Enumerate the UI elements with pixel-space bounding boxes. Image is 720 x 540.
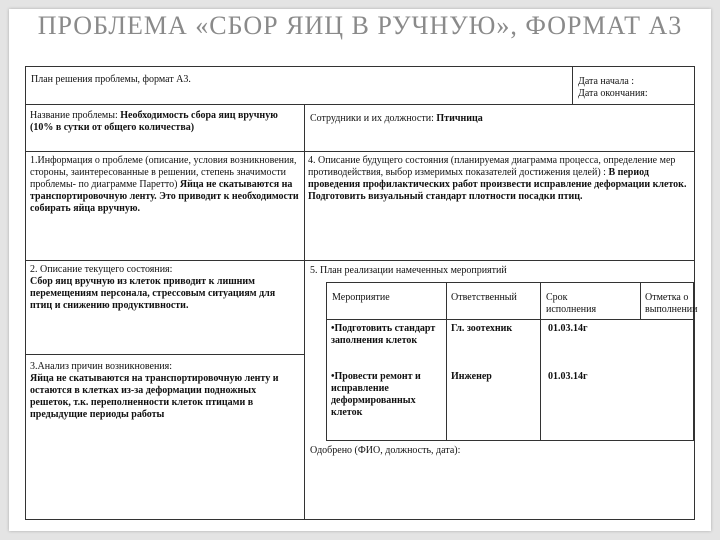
a3-sheet [25, 66, 698, 520]
divider [26, 260, 694, 261]
divider [540, 283, 541, 440]
section-3 [30, 361, 298, 421]
divider [26, 354, 304, 355]
section-1 [30, 155, 302, 215]
row-1-action: •Подготовить стандарт заполнения клеток [331, 323, 436, 346]
col-header-responsible: Ответственный [451, 292, 517, 303]
divider [572, 67, 573, 104]
row-1-deadline: 01.03.14г [548, 323, 588, 334]
section-5-title: 5. План реализации намеченных мероприятий [310, 265, 507, 276]
staff-label: Сотрудники и их должности: [310, 113, 437, 124]
section-4 [308, 155, 692, 203]
divider [327, 319, 693, 320]
problem-name [30, 110, 300, 134]
section-3-bold: Яйца не скатываются на транспортировочную ленту и остаются в клетках из-за деформации подножных решеток, т.к. переполненности клеток птицами в предыдущие периоды работы [30, 373, 279, 420]
approved-label: Одобрено (ФИО, должность, дата): [310, 445, 461, 456]
section-1-bold: Яйца не скатываются на транспортировочную ленту. Это приводит к необходимости собирать яйца вручную. [30, 179, 299, 214]
plan-title: План решения проблемы, формат А3. [31, 74, 191, 85]
divider [446, 283, 447, 440]
section-2-text: 2. Описание текущего состояния: [30, 264, 173, 275]
section-2 [30, 264, 298, 312]
section-3-text: 3.Анализ причин возникновения: [30, 361, 173, 372]
divider [26, 104, 694, 105]
section-4-text: 4. Описание будущего состояния (планируемая диаграмма процесса, определение мер противодействия, выбор измеримых показателей достижения целей) : [308, 155, 676, 178]
plan-table [326, 282, 698, 441]
page-title: ПРОБЛЕМА «СБОР ЯИЦ В РУЧНУЮ», ФОРМАТ А3 [37, 11, 683, 40]
section-2-bold: Сбор яиц вручную из клеток приводит к лишним перемещениям персонала, стрессовым ситуациям для птиц и снижению продуктивности. [30, 276, 276, 311]
col-header-mark: Отметка о выполнении [645, 292, 698, 315]
staff-value: Птичница [436, 113, 483, 124]
problem-label: Название проблемы: [30, 110, 121, 121]
section-1-text: 1.Информация о проблеме (описание, условия возникновения, стороны, заинтересованные в решении, степень значимости проблемы- по диаграмме Паретто) [30, 155, 297, 190]
row-2-deadline: 01.03.14г [548, 371, 588, 382]
divider [26, 151, 694, 152]
col-header-action: Мероприятие [332, 292, 390, 303]
row-2-responsible: Инженер [451, 371, 492, 382]
problem-value: Необходимость сбора яиц вручную (10% в сутки от общего количества) [30, 110, 278, 133]
dates-label: Дата начала : Дата окончания: [578, 76, 648, 99]
staff [310, 113, 690, 125]
divider [640, 283, 641, 319]
row-2-action: •Провести ремонт и исправление деформированных клеток [331, 371, 421, 418]
col-header-deadline: Срок исполнения [546, 292, 597, 315]
divider [304, 104, 305, 519]
row-1-responsible: Гл. зоотехник [451, 323, 513, 334]
section-4-bold: В период проведения профилактических работ произвести исправление деформации клеток. Подготовить визуальный стандарт плотности посадки птиц. [308, 167, 687, 202]
